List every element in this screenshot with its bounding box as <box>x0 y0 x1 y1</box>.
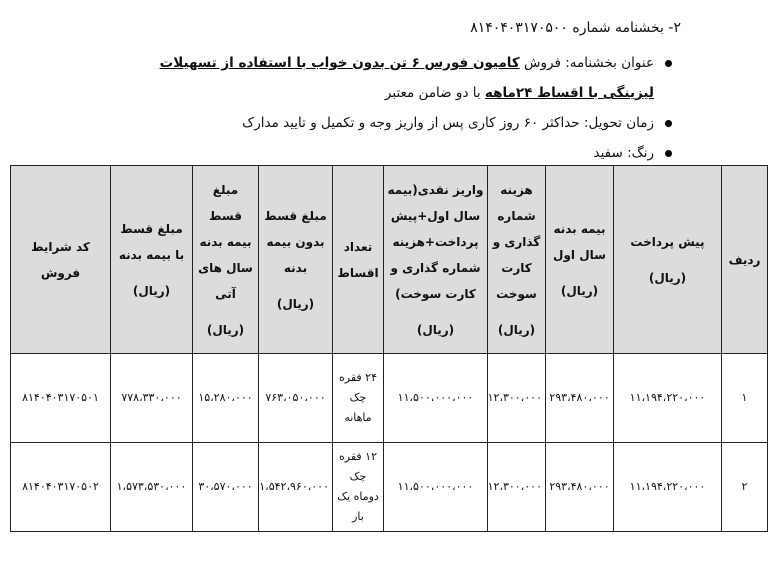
column-header <box>11 166 111 354</box>
column-header-unit: (ریال) <box>416 322 455 337</box>
column-header <box>259 166 333 354</box>
table-cell: ۱۱،۱۹۴،۲۲۰،۰۰۰ <box>614 354 722 443</box>
table-cell: ۳۰،۵۷۰،۰۰۰ <box>193 443 259 532</box>
column-header-unit: (ریال) <box>206 322 245 337</box>
column-header <box>614 166 722 354</box>
table-cell: ۲۴ فقره چک ماهانه <box>333 354 384 443</box>
bullet-list <box>106 48 676 168</box>
column-header <box>193 166 259 354</box>
subject-pre: فروش <box>519 55 566 71</box>
column-header-title: کد شرایط فروش <box>31 239 90 280</box>
table-cell: ۱۱،۵۰۰،۰۰۰،۰۰۰ <box>384 354 488 443</box>
table-cell: ۸۱۴۰۴۰۳۱۷۰۵۰۱ <box>11 354 111 443</box>
table-cell: ۱۵،۲۸۰،۰۰۰ <box>193 354 259 443</box>
column-header-unit: (ریال) <box>276 296 315 311</box>
table-body <box>11 354 768 532</box>
column-header-unit: (ریال) <box>497 322 536 337</box>
column-header-title: تعداد اقساط <box>337 239 379 280</box>
table-cell: ۱۱،۵۰۰،۰۰۰،۰۰۰ <box>384 443 488 532</box>
column-header-unit: (ریال) <box>560 283 599 298</box>
column-header-title: مبلغ قسط بدون بیمه بدنه <box>264 208 327 275</box>
column-header-title: مبلغ قسط بیمه بدنه سال های آتی <box>198 182 253 301</box>
table-cell: ۱،۵۷۳،۵۳۰،۰۰۰ <box>111 443 193 532</box>
table-row <box>11 354 768 443</box>
bullet-delivery: زمان تحویل: حداکثر ۶۰ روز کاری پس از واریز وجه و تکمیل و تایید مدارک <box>106 108 676 138</box>
table-cell: ۷۶۳،۰۵۰،۰۰۰ <box>259 354 333 443</box>
bullet-subject <box>106 48 676 108</box>
table-cell: ۸۱۴۰۴۰۳۱۷۰۵۰۲ <box>11 443 111 532</box>
bullet-color: رنگ: سفید <box>106 138 676 168</box>
column-header-title: بیمه بدنه سال اول <box>553 221 606 262</box>
column-header-title: هزینه شماره گذاری و کارت سوخت <box>492 182 541 301</box>
section-heading: ۲- بخشنامه شماره ۸۱۴۰۴۰۳۱۷۰۵۰۰ <box>470 20 681 36</box>
column-header-unit: (ریال) <box>132 283 171 298</box>
table-cell: ۲۹۳،۴۸۰،۰۰۰ <box>546 354 614 443</box>
header-row <box>11 166 768 354</box>
table-cell: ۲ <box>722 443 768 532</box>
subject-label: عنوان بخشنامه: <box>565 55 654 71</box>
subject-post: با دو ضامن معتبر <box>384 85 485 101</box>
subject-bold: کامیون فورس ۶ تن بدون خواب با استفاده از تسهیلات لیزینگی با اقساط ۲۴ماهه <box>159 55 654 101</box>
column-header-title: واریز نقدی(بیمه سال اول+پیش پرداخت+هزینه شماره گذاری و کارت سوخت) <box>387 182 484 301</box>
column-header-unit: (ریال) <box>648 270 687 285</box>
table-cell: ۱۲،۳۰۰،۰۰۰ <box>488 354 546 443</box>
column-header-title: مبلغ قسط با بیمه بدنه <box>118 221 185 262</box>
table-cell: ۱۲ فقره چک دوماه یک بار <box>333 443 384 532</box>
column-header <box>384 166 488 354</box>
column-header <box>722 166 768 354</box>
table-cell: ۲۹۳،۴۸۰،۰۰۰ <box>546 443 614 532</box>
table-cell: ۷۷۸،۳۳۰،۰۰۰ <box>111 354 193 443</box>
table-cell: ۱۱،۱۹۴،۲۲۰،۰۰۰ <box>614 443 722 532</box>
column-header-title: پیش پرداخت <box>630 234 705 249</box>
table-cell: ۱ <box>722 354 768 443</box>
table-row <box>11 443 768 532</box>
column-header-title: ردیف <box>728 252 761 267</box>
column-header <box>111 166 193 354</box>
table-cell: ۱۲،۳۰۰،۰۰۰ <box>488 443 546 532</box>
sales-conditions-table <box>10 165 768 532</box>
column-header <box>546 166 614 354</box>
column-header <box>488 166 546 354</box>
column-header <box>333 166 384 354</box>
table-cell: ۱،۵۴۲،۹۶۰،۰۰۰ <box>259 443 333 532</box>
